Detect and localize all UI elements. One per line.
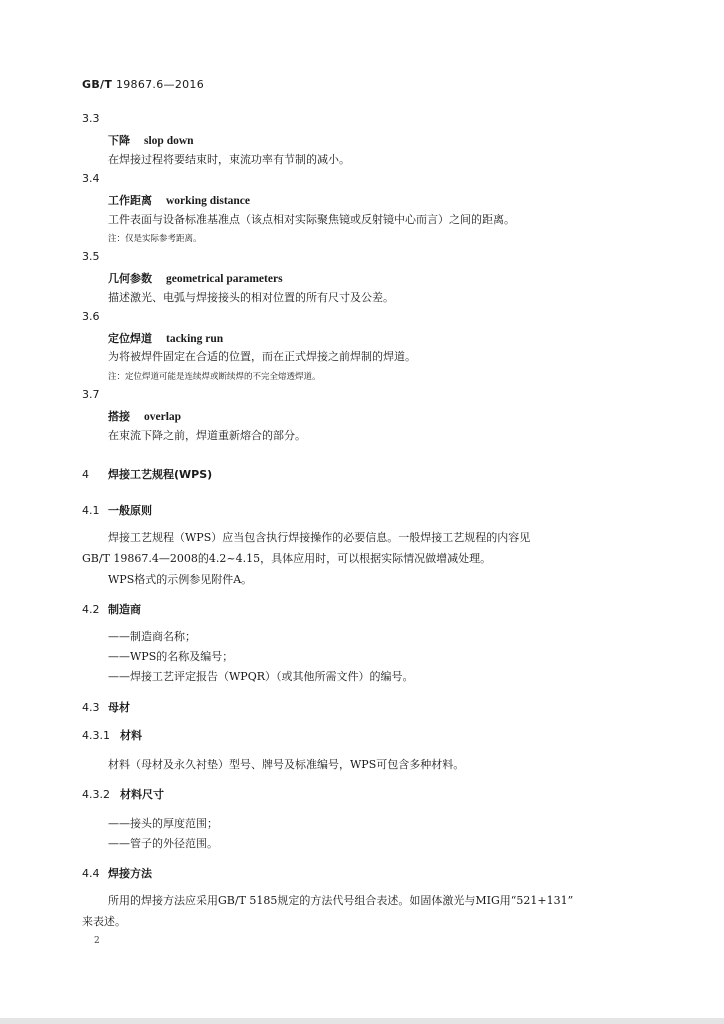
subsection-title: 焊接方法 [108,867,152,880]
section-number: 4 [82,468,89,481]
term-en: geometrical parameters [166,273,283,285]
term-en: overlap [144,411,182,423]
paragraph-line: 焊接工艺规程（WPS）应当包含执行焊接操作的必要信息。一般焊接工艺规程的内容见 [108,531,531,544]
subsection-title: 制造商 [108,603,141,616]
term-title [108,192,250,208]
term-cn: 搭接 [108,410,130,423]
paragraph-line: WPS格式的示例参见附件A。 [108,573,253,586]
term-number: 3.3 [82,112,100,125]
term-note: 注：定位焊道可能是连续焊或断续焊的不完全熔透焊道。 [108,372,321,382]
list-item: ——WPS的名称及编号； [108,650,234,663]
page-header [82,78,204,91]
term-number: 3.7 [82,388,100,401]
term-number: 3.4 [82,172,100,185]
subsubsection-number: 4.3.2 [82,788,110,801]
list-item: ——制造商名称； [108,630,196,643]
term-cn: 下降 [108,134,130,147]
term-cn: 工作距离 [108,194,152,207]
paragraph-line: 来表述。 [82,915,126,928]
section-heading [82,466,212,482]
list-item: ——管子的外径范围。 [108,837,218,850]
subsection-number: 4.3 [82,701,100,714]
term-title [108,330,223,346]
term-definition: 在焊接过程将要结束时，束流功率有节制的减小。 [108,153,350,166]
subsection-title: 母材 [108,701,130,714]
subsection-heading [82,699,130,715]
term-number: 3.5 [82,250,100,263]
paragraph [82,890,642,932]
list-item: ——焊接工艺评定报告（WPQR）（或其他所需文件）的编号。 [108,670,414,683]
term-cn: 定位焊道 [108,332,152,345]
list-item: ——接头的厚度范围； [108,817,218,830]
term-en: working distance [166,195,251,207]
page-bottom-edge [0,1018,724,1024]
subsection-heading [82,502,152,518]
subsubsection-heading [82,786,164,802]
term-title [108,270,283,286]
paragraph-line: GB/T 19867.4—2008的4.2~4.15，具体应用时，可以根据实际情况做增减处理。 [82,552,492,565]
page-number: 2 [94,936,100,946]
term-title [108,132,194,148]
standard-code: 19867.6—2016 [115,78,205,91]
term-number: 3.6 [82,310,100,323]
term-definition: 工件表面与设备标准基准点（该点相对实际聚焦镜或反射镜中心而言）之间的距离。 [108,213,515,226]
standard-prefix: GB/T [82,78,113,91]
subsection-heading [82,865,152,881]
subsection-title: 一般原则 [108,504,152,517]
subsubsection-heading [82,727,142,743]
paragraph-line: 所用的焊接方法应采用GB/T 5185规定的方法代号组合表述。如固体激光与MIG用“521+131” [108,894,574,907]
term-en: tacking run [166,333,224,345]
subsubsection-number: 4.3.1 [82,729,110,742]
term-definition: 为将被焊件固定在合适的位置，而在正式焊接之前焊制的焊道。 [108,350,416,363]
term-cn: 几何参数 [108,272,152,285]
term-definition: 描述激光、电弧与焊接接头的相对位置的所有尺寸及公差。 [108,291,394,304]
subsection-number: 4.4 [82,867,100,880]
subsubsection-title: 材料尺寸 [120,788,164,801]
subsection-number: 4.1 [82,504,100,517]
term-title [108,408,181,424]
subsection-heading [82,601,141,617]
term-note: 注：仅是实际参考距离。 [108,234,202,244]
section-title: 焊接工艺规程(WPS) [108,468,213,481]
paragraph: 材料（母材及永久衬垫）型号、牌号及标准编号，WPS可包含多种材料。 [108,758,465,771]
subsubsection-title: 材料 [120,729,142,742]
paragraph [82,527,642,590]
subsection-number: 4.2 [82,603,100,616]
term-en: slop down [144,135,194,147]
term-definition: 在束流下降之前，焊道重新熔合的部分。 [108,429,306,442]
